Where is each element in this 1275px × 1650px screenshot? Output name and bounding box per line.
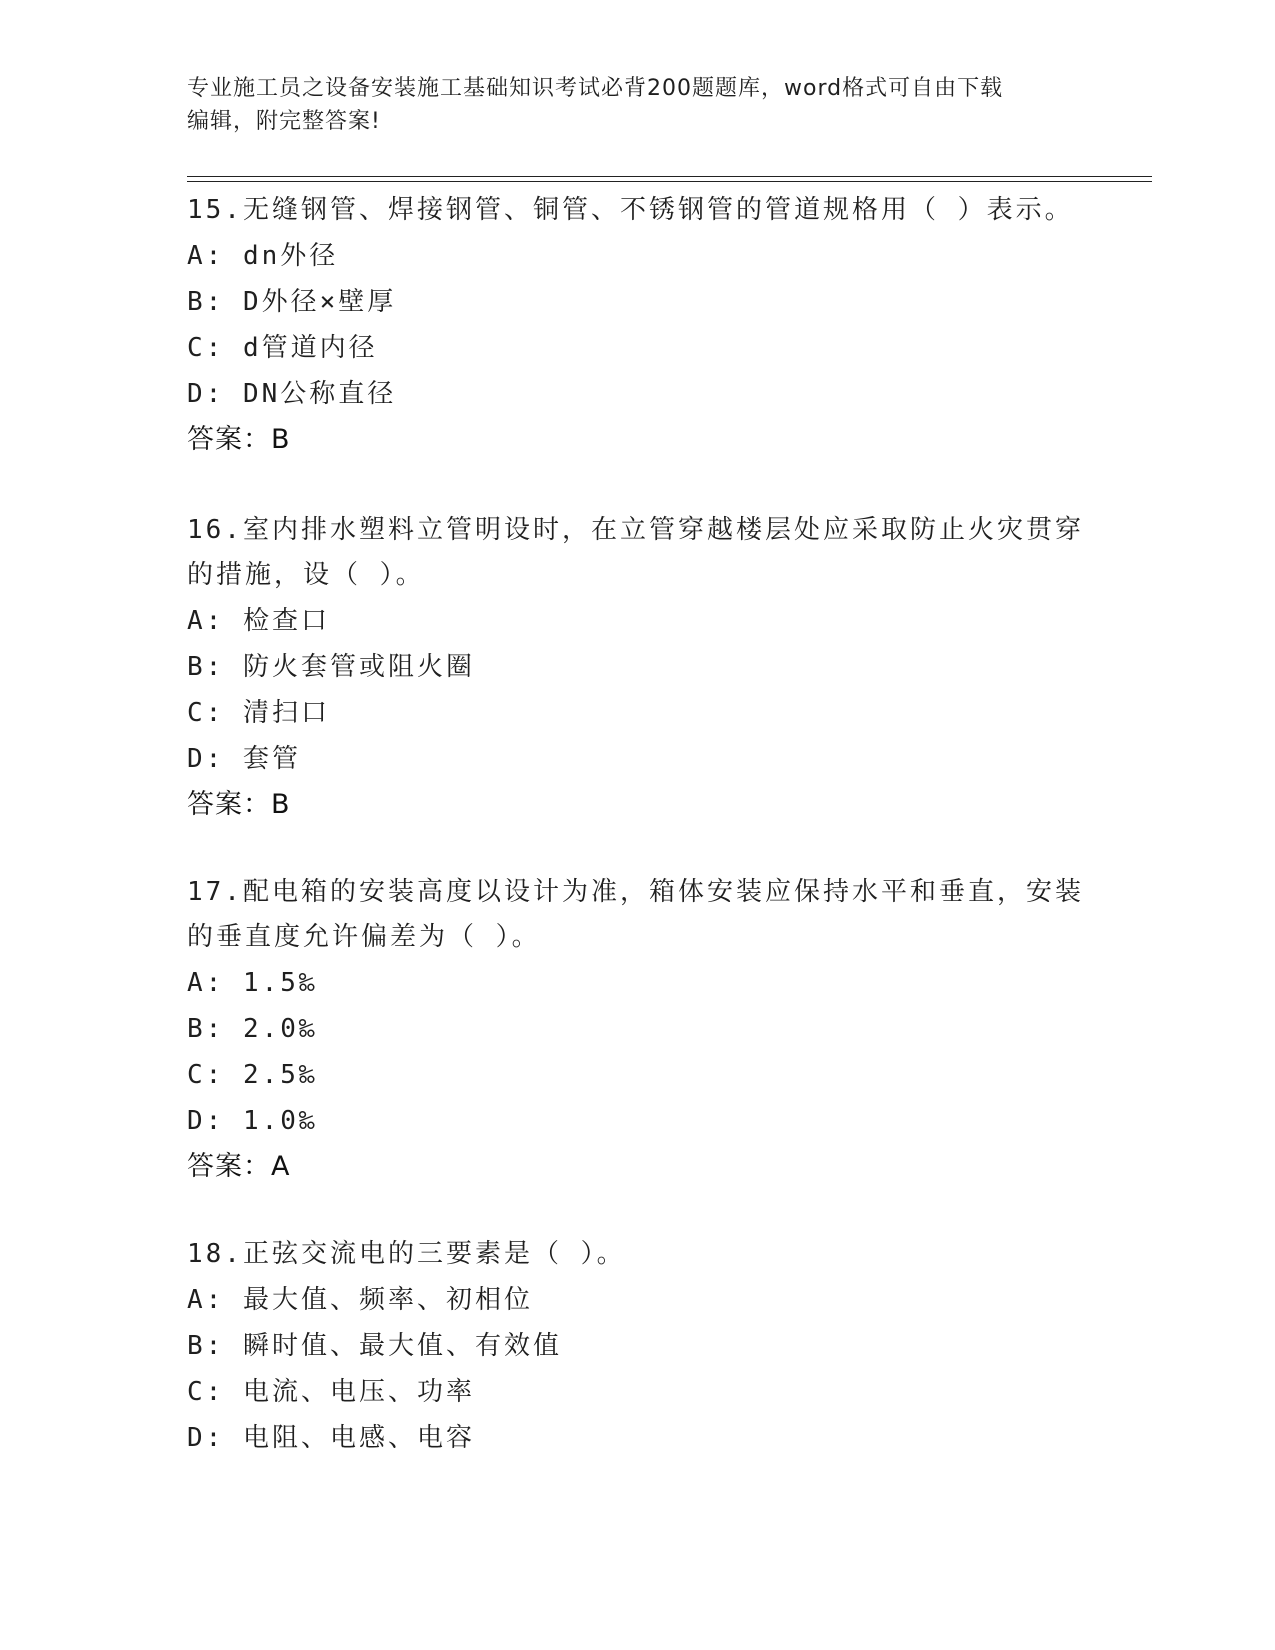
- question-16: [187, 508, 1087, 828]
- question-stem: 18.正弦交流电的三要素是（ ）。: [187, 1239, 626, 1269]
- question-stem: 15.无缝钢管、焊接钢管、铜管、不锈钢管的管道规格用（ ）表示。: [187, 195, 1074, 225]
- option-d: D: 电阻、电感、电容: [187, 1423, 475, 1453]
- question-stem-continued: 的垂直度允许偏差为（ ）。: [187, 922, 541, 952]
- question-stem: 17.配电箱的安装高度以设计为准，箱体安装应保持水平和垂直，安装: [187, 877, 1084, 907]
- option-d: D: DN公称直径: [187, 379, 397, 409]
- document-header: [187, 72, 1067, 138]
- option-c: C: 清扫口: [187, 698, 330, 728]
- answer: 答案：B: [187, 424, 291, 455]
- option-c: C: 2.5‰: [187, 1060, 318, 1090]
- option-d: D: 套管: [187, 744, 301, 774]
- answer: 答案：B: [187, 789, 291, 820]
- option-d: D: 1.0‰: [187, 1106, 318, 1136]
- option-b: B: 瞬时值、最大值、有效值: [187, 1331, 562, 1361]
- question-18: [187, 1232, 1087, 1461]
- option-b: B: 防火套管或阻火圈: [187, 652, 475, 682]
- option-c: C: 电流、电压、功率: [187, 1377, 475, 1407]
- question-17: [187, 870, 1087, 1190]
- header-line-1: 专业施工员之设备安装施工基础知识考试必背200题题库，word格式可自由下载: [187, 76, 1004, 101]
- question-15: [187, 188, 1087, 463]
- option-b: B: 2.0‰: [187, 1014, 318, 1044]
- answer: 答案：A: [187, 1151, 291, 1182]
- header-divider-bottom: [187, 181, 1152, 182]
- question-stem-continued: 的措施，设（ ）。: [187, 560, 425, 590]
- option-b: B: D外径×壁厚: [187, 287, 397, 317]
- option-c: C: d管道内径: [187, 333, 378, 363]
- option-a: A: 最大值、频率、初相位: [187, 1285, 533, 1315]
- option-a: A: 1.5‰: [187, 968, 318, 998]
- option-a: A: dn外径: [187, 241, 339, 271]
- header-divider-top: [187, 176, 1152, 177]
- header-line-2: 编辑，附完整答案!: [187, 109, 381, 134]
- option-a: A: 检查口: [187, 606, 330, 636]
- question-stem: 16.室内排水塑料立管明设时，在立管穿越楼层处应采取防止火灾贯穿: [187, 515, 1084, 545]
